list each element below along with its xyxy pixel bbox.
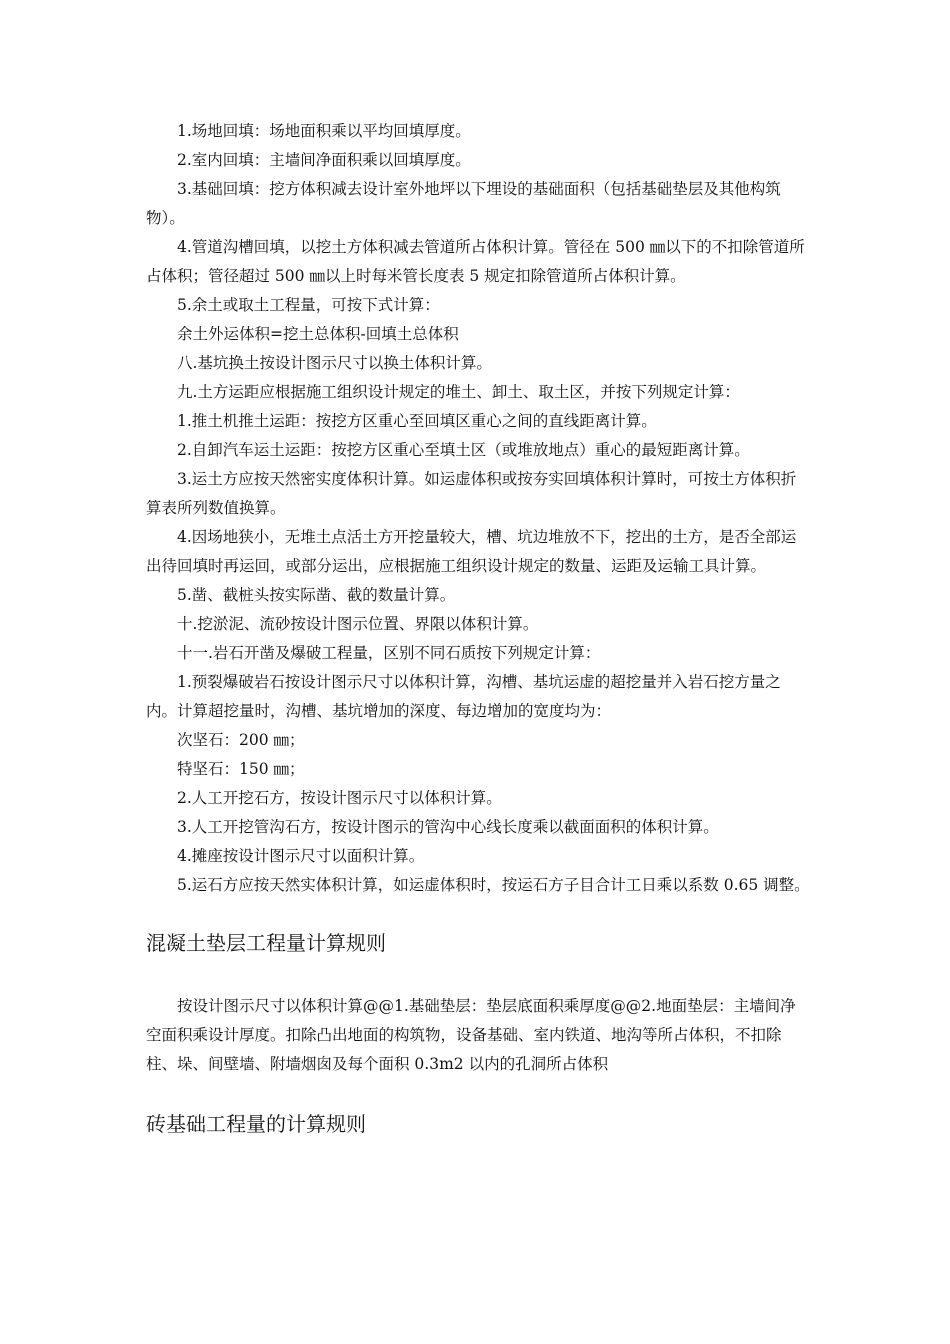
paragraph: 5.凿、截桩头按实际凿、截的数量计算。 xyxy=(177,586,456,604)
paragraph: 2.人工开挖石方，按设计图示尺寸以体积计算。 xyxy=(177,789,502,807)
paragraph: 4.因场地狭小，无堆土点活土方开挖量较大，槽、坑边堆放不下，挖出的土方，是否全部运出待回填时再运回，或部分运出，应根据施工组织设计规定的数量、运距及运输工具计算。 xyxy=(146,528,797,575)
paragraph: 余土外运体积=挖土总体积-回填土总体积 xyxy=(177,325,459,343)
paragraph: 3.基础回填：挖方体积减去设计室外地坪以下埋设的基础面积（包括基础垫层及其他构筑物）。 xyxy=(146,180,781,227)
section-heading-concrete-cushion: 混凝土垫层工程量计算规则 xyxy=(146,931,386,955)
paragraph: 1.预裂爆破岩石按设计图示尺寸以体积计算，沟槽、基坑运虚的超挖量并入岩石挖方量之内。计算超挖量时，沟槽、基坑增加的深度、每边增加的宽度均为： xyxy=(146,673,781,720)
paragraph: 次坚石：200 ㎜； xyxy=(177,731,305,749)
document-page xyxy=(146,117,810,1139)
paragraph: 2.室内回填：主墙间净面积乘以回填厚度。 xyxy=(177,151,471,169)
paragraph: 4.管道沟槽回填，以挖土方体积减去管道所占体积计算。管径在 500 ㎜以下的不扣除管道所占体积；管径超过 500 ㎜以上时每米管长度表 5 规定扣除管道所占体积计算。 xyxy=(146,238,805,285)
paragraph: 3.运土方应按天然密实度体积计算。如运虚体积或按夯实回填体积计算时，可按土方体积折算表所列数值换算。 xyxy=(146,470,797,517)
paragraph: 九.土方运距应根据施工组织设计规定的堆土、卸土、取土区，并按下列规定计算： xyxy=(177,383,740,401)
paragraph: 1.推土机推土运距：按挖方区重心至回填区重心之间的直线距离计算。 xyxy=(177,412,657,430)
paragraph: 3.人工开挖管沟石方，按设计图示的管沟中心线长度乘以截面面积的体积计算。 xyxy=(177,818,719,836)
paragraph: 八.基坑换土按设计图示尺寸以换土体积计算。 xyxy=(177,354,492,372)
section-heading-brick-foundation: 砖基础工程量的计算规则 xyxy=(146,1112,366,1136)
paragraph: 按设计图示尺寸以体积计算@@1.基础垫层：垫层底面积乘厚度@@2.地面垫层：主墙间净空面积乘设计厚度。扣除凸出地面的构筑物，设备基础、室内铁道、地沟等所占体积，不扣除柱、垛、间壁墙、附墙烟囱及每个面积 0.3m2 以内的孔洞所占体积 xyxy=(146,997,796,1073)
paragraph: 特坚石：150 ㎜； xyxy=(177,760,305,778)
section-body-concrete-cushion xyxy=(146,992,810,1079)
paragraph: 1.场地回填：场地面积乘以平均回填厚度。 xyxy=(177,122,471,140)
paragraph: 5.运石方应按天然实体积计算，如运虚体积时，按运石方子目合计工日乘以系数 0.65 调整。 xyxy=(177,876,810,894)
paragraph: 5.余土或取土工程量，可按下式计算： xyxy=(177,296,440,314)
paragraph: 4.摊座按设计图示尺寸以面积计算。 xyxy=(177,847,425,865)
paragraph: 十.挖淤泥、流砂按设计图示位置、界限以体积计算。 xyxy=(177,615,539,633)
paragraph: 十一.岩石开凿及爆破工程量，区别不同石质按下列规定计算： xyxy=(177,644,601,662)
paragraph: 2.自卸汽车运土运距：按挖方区重心至填土区（或堆放地点）重心的最短距离计算。 xyxy=(177,441,750,459)
